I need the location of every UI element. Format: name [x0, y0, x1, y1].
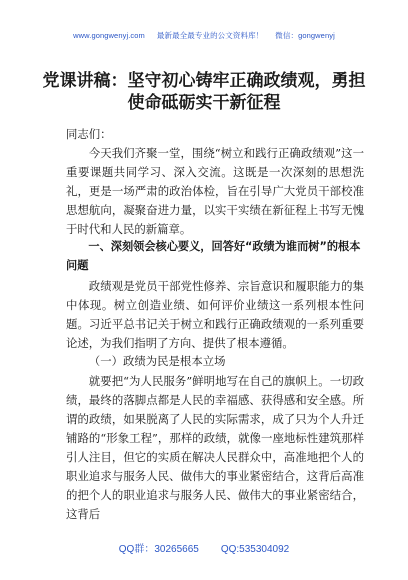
qq-group-1: QQ群：30265665	[118, 544, 199, 555]
subsection-heading-1: （一）政绩为民是根本立场	[88, 354, 226, 368]
section-heading-1: 一、深刻领会核心要义，回答好“政绩为谁而树”的根本问题	[66, 240, 361, 272]
document-title: 党课讲稿：坚守初心铸牢正确政绩观，勇担使命砥砺实干新征程	[42, 71, 366, 113]
page-footer	[0, 540, 408, 555]
paragraph-subsection-1: 就要把“为人民服务”鲜明地写在自己的旗帜上。一切政绩，最终的落脚点都是人民的幸福感、获得感和安全感。所谓的政绩，如果脱离了人民的实际需求，成了只为个人升迁铺路的“形象工程”，那样的政绩，就像一座地标性建筑那样引人注目，但它的实质在解决人民群众中，高准地把个人的职业追求与服务人民、做伟大的事业紧密结合，这背后高准的把个人的职业追求与服务人民、做伟大的事业紧密结合，这背后	[66, 374, 364, 521]
qq-group-2: QQ:535304092	[220, 544, 290, 555]
paragraph-intro: 今天我们齐聚一堂，围绕“树立和践行正确政绩观”这一重要课题共同学习、深入交流。这既是一次深刻的思想洗礼，更是一场严肃的政治体检，旨在引导广大党员干部校准思想航向，凝聚奋进力量，以实干实绩在新征程上书写无愧于时代和人民的新篇章。	[66, 146, 364, 236]
site-url[interactable]: www.gongwenyj.com	[73, 31, 145, 40]
salutation: 同志们：	[66, 127, 112, 141]
wechat-id: 微信：gongwenyj	[275, 31, 335, 40]
site-tagline: 最新最全最专业的公文资料库！	[156, 31, 264, 40]
page-header	[0, 30, 408, 41]
paragraph-section-1: 政绩观是党员干部党性修养、宗旨意识和履职能力的集中体现。树立创造业绩、如何评价业绩这一系列根本性问题。习近平总书记关于树立和践行正确政绩观的一系列重要论述，为我们指明了方向、提供了根本遵循。	[66, 279, 364, 350]
